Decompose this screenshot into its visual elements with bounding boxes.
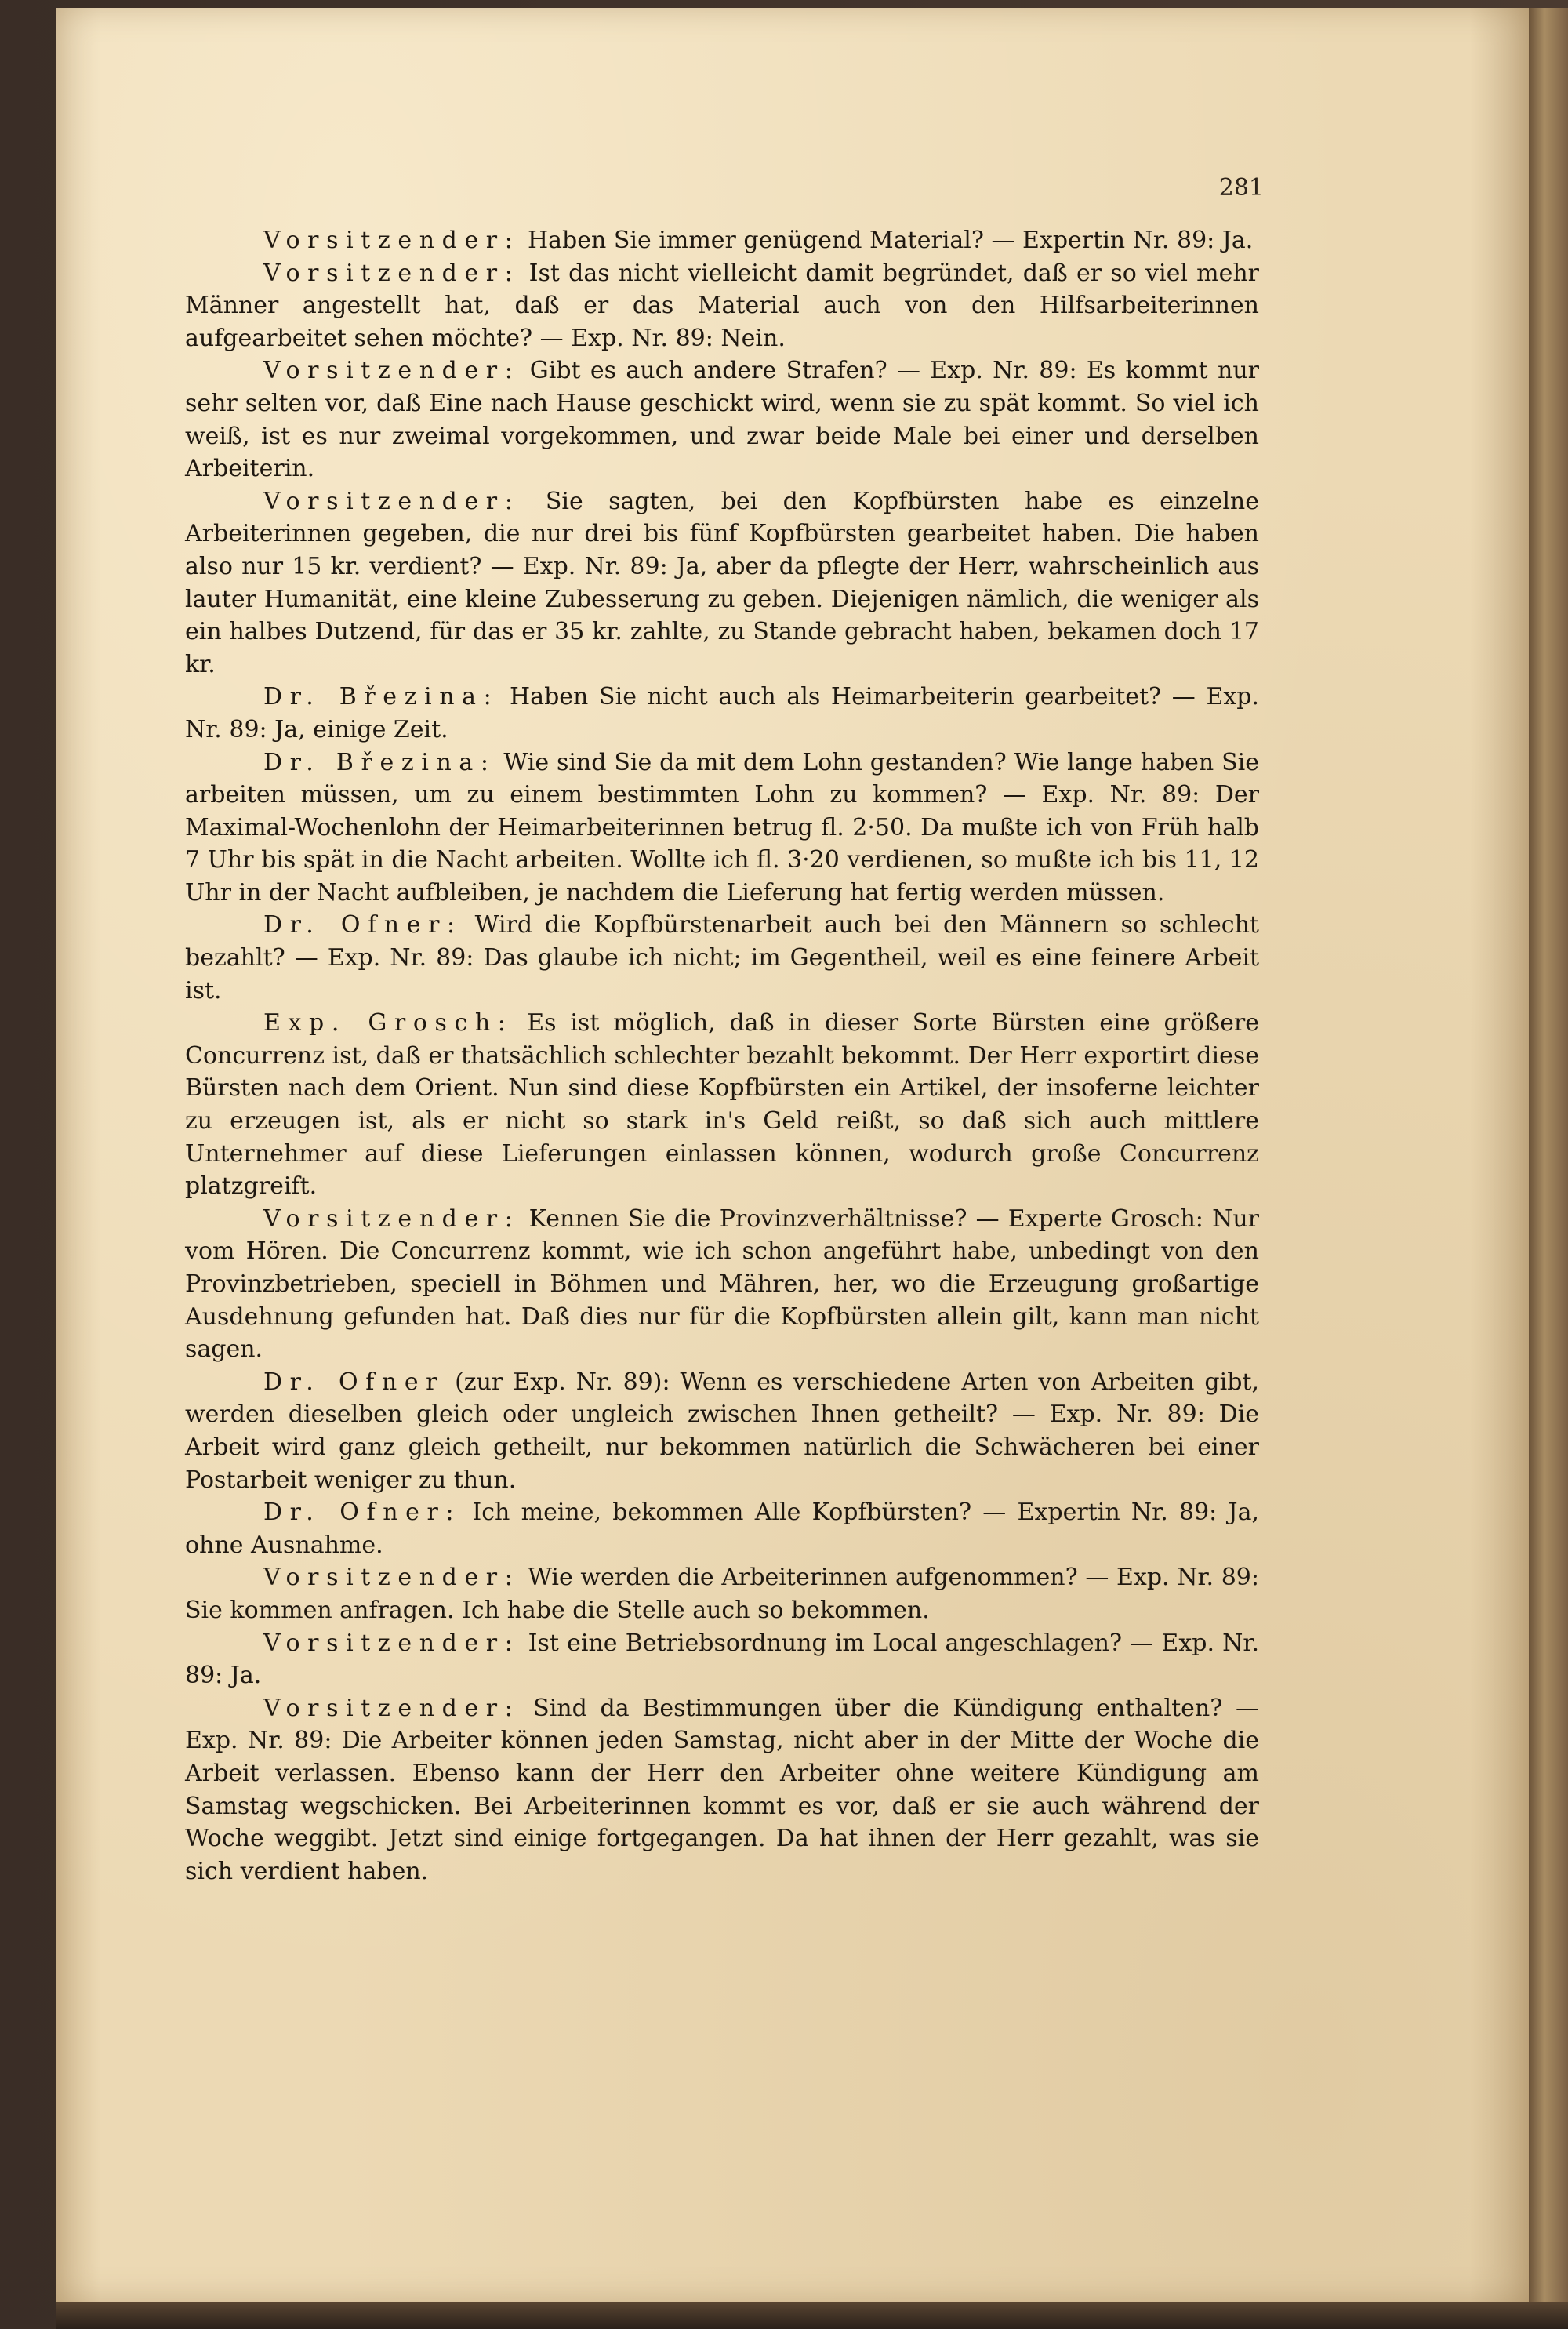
speaker-name: Vorsitzender: bbox=[263, 1694, 521, 1722]
paragraph-text: Wie sind Sie da mit dem Lohn gestanden? Wie lange haben Sie arbeiten müssen, um zu einem bestimmten Lohn zu kommen? — Exp. Nr. 89: Der Maximal-Wochenlohn der Heimarbeiterinnen betrug fl. 2·50. Da mußte ich von Früh halb 7 Uhr bis spät in die Nacht arbeiten. Wollte ich fl. 3·20 verdienen, so mußte ich bis 11, 12 Uhr in der Nacht aufbleiben, je nachdem die Lieferung hat fertig werden müssen. bbox=[185, 748, 1259, 907]
paragraph bbox=[185, 485, 1259, 681]
paragraph-text: Wird die Kopfbürstenarbeit auch bei den Männern so schlecht bezahlt? — Exp. Nr. 89: Das glaube ich nicht; im Gegentheil, weil es eine feinere Arbeit ist. bbox=[185, 911, 1259, 1005]
paragraph-text: Wie werden die Arbeiterinnen aufgenommen? — Exp. Nr. 89: Sie kommen anfragen. Ich habe die Stelle auch so bekommen. bbox=[185, 1564, 1259, 1624]
paragraph-text: Kennen Sie die Provinzverhältnisse? — Experte Grosch: Nur vom Hören. Die Concurrenz kommt, wie ich schon angeführt habe, unbedingt von den Provinzbetrieben, speciell in Böhmen und Mähren, her, wo die Erzeugung großartige Ausdehnung gefunden hat. Daß dies nur für die Kopfbürsten allein gilt, kann man nicht sagen. bbox=[185, 1204, 1259, 1364]
paragraph-text: Sie sagten, bei den Kopfbürsten habe es einzelne Arbeiterinnen gegeben, die nur drei bis fünf Kopfbürsten gearbeitet haben. Die haben also nur 15 kr. verdient? — Exp. Nr. 89: Ja, aber da pflegte der Herr, wahrscheinlich aus lauter Humanität, eine kleine Zubesserung zu geben. Diejenigen nämlich, die weniger als ein halbes Dutzend, für das er 35 kr. zahlte, zu Stande gebracht haben, bekamen doch 17 kr. bbox=[185, 487, 1259, 678]
book-edge-bottom bbox=[56, 2302, 1568, 2329]
paragraph bbox=[185, 1007, 1259, 1203]
speaker-name: Exp. Grosch: bbox=[263, 1009, 514, 1037]
book-edge-right bbox=[1529, 8, 1568, 2302]
speaker-name: Vorsitzender: bbox=[263, 487, 521, 515]
page-number: 281 bbox=[1218, 174, 1264, 202]
speaker-name: Dr. Ofner bbox=[263, 1368, 445, 1396]
speaker-name: Vorsitzender: bbox=[263, 227, 521, 254]
paragraph bbox=[185, 1366, 1259, 1496]
speaker-name: Vorsitzender: bbox=[263, 1629, 521, 1657]
speaker-name: Vorsitzender: bbox=[263, 259, 521, 287]
paragraph bbox=[185, 1496, 1259, 1561]
speaker-name: Vorsitzender: bbox=[263, 1204, 521, 1233]
paragraph bbox=[185, 354, 1259, 485]
body-text bbox=[185, 224, 1259, 1888]
speaker-name: Dr. Březina: bbox=[263, 748, 496, 776]
speaker-name: Dr. Ofner: bbox=[263, 1499, 462, 1527]
paragraph bbox=[185, 681, 1259, 746]
paragraph bbox=[185, 1203, 1259, 1366]
paragraph-text: Es ist möglich, daß in dieser Sorte Bürsten eine größere Concurrenz ist, daß er thatsächlich schlechter bezahlt bekommt. Der Herr exportirt diese Bürsten nach dem Orient. Nun sind diese Kopfbürsten ein Artikel, der insoferne leichter zu erzeugen ist, als er nicht so stark in's Geld reißt, so daß sich auch mittlere Unternehmer auf diese Lieferungen einlassen können, wodurch große Concurrenz platzgreift. bbox=[185, 1009, 1259, 1201]
paragraph-text: Haben Sie immer genügend Material? — Expertin Nr. 89: Ja. bbox=[520, 227, 1254, 254]
speaker-name: Dr. Březina: bbox=[263, 683, 499, 711]
paragraph bbox=[185, 909, 1259, 1007]
paragraph-text: Ist eine Betriebsordnung im Local angeschlagen? — Exp. Nr. 89: Ja. bbox=[185, 1629, 1259, 1690]
paragraph-text: Haben Sie nicht auch als Heimarbeiterin gearbeitet? — Exp. Nr. 89: Ja, einige Zeit. bbox=[185, 683, 1260, 743]
paragraph-text: Ich meine, bekommen Alle Kopfbürsten? — Expertin Nr. 89: Ja, ohne Ausnahme. bbox=[185, 1499, 1259, 1559]
paragraph bbox=[185, 747, 1259, 910]
paragraph bbox=[185, 1627, 1259, 1692]
speaker-name: Dr. Ofner: bbox=[263, 911, 463, 939]
paragraph bbox=[185, 224, 1259, 257]
speaker-name: Vorsitzender: bbox=[263, 1564, 521, 1592]
paragraph-text: Gibt es auch andere Strafen? — Exp. Nr. 89: Es kommt nur sehr selten vor, daß Eine nach Hause geschickt wird, wenn sie zu spät kommt. So viel ich weiß, ist es nur zweimal vorgekommen, und zwar beide Male bei einer und derselben Arbeiterin. bbox=[185, 357, 1259, 483]
paragraph bbox=[185, 1561, 1259, 1626]
paragraph-text: Sind da Bestimmungen über die Kündigung enthalten? — Exp. Nr. 89: Die Arbeiter können jeden Samstag, nicht aber in der Mitte der Woche die Arbeit verlassen. Ebenso kann der Herr den Arbeiter ohne weitere Kündigung am Samstag wegschicken. Bei Arbeiterinnen kommt es vor, daß er sie auch während der Woche weggibt. Jetzt sind einige fortgegangen. Da hat ihnen der Herr gezahlt, was sie sich verdient haben. bbox=[185, 1694, 1259, 1885]
paragraph-text: Ist das nicht vielleicht damit begründet, daß er so viel mehr Männer angestellt hat, daß er das Material auch von den Hilfsarbeiterinnen aufgearbeitet sehen möchte? — Exp. Nr. 89: Nein. bbox=[185, 259, 1259, 352]
paragraph bbox=[185, 257, 1259, 355]
paragraph bbox=[185, 1692, 1259, 1888]
speaker-name: Vorsitzender: bbox=[263, 357, 521, 385]
paragraph-text: (zur Exp. Nr. 89): Wenn es verschiedene Arten von Arbeiten gibt, werden dieselben gleich oder ungleich zwischen Ihnen getheilt? — Exp. Nr. 89: Die Arbeit wird ganz gleich getheilt, nur bekommen natürlich die Schwächeren bei einer Postarbeit weniger zu thun. bbox=[185, 1368, 1259, 1494]
